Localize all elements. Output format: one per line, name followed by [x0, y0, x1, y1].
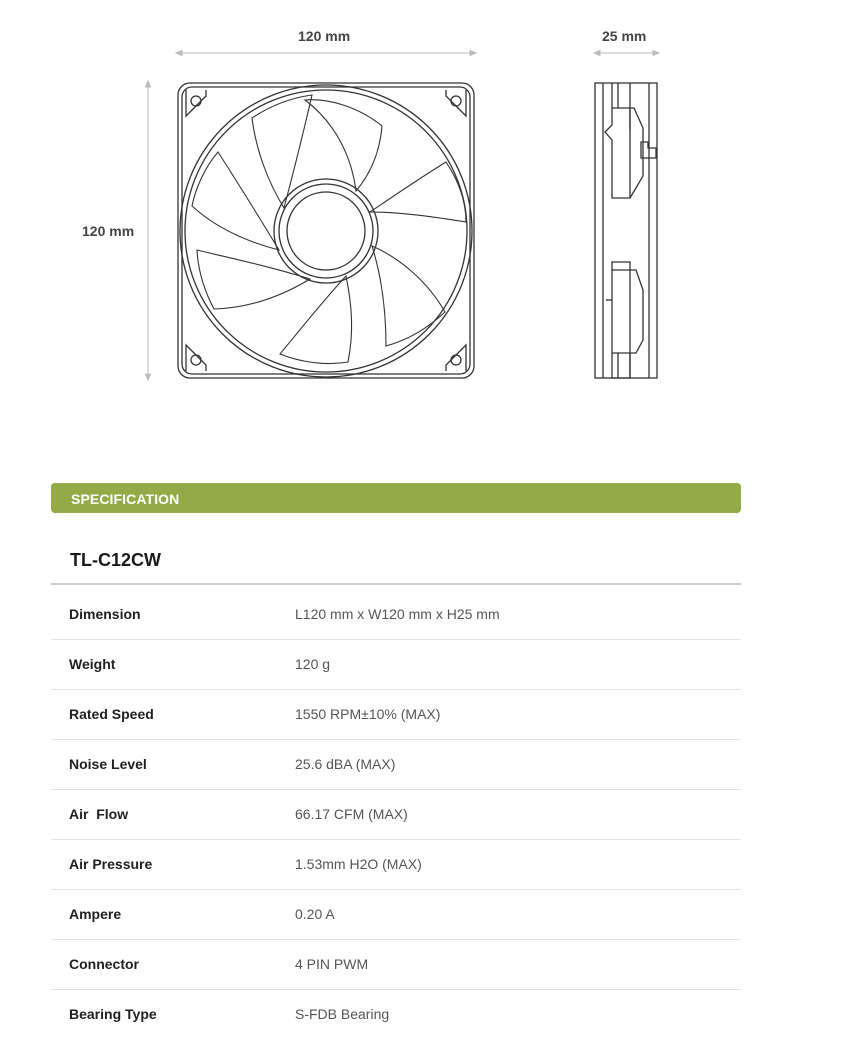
- spec-label: Dimension: [69, 606, 141, 622]
- table-row: [51, 840, 741, 890]
- table-row: [51, 990, 741, 1039]
- model-divider: [51, 583, 741, 585]
- table-row: [51, 640, 741, 690]
- fan-front-view: [178, 83, 474, 378]
- spec-value: 25.6 dBA (MAX): [295, 756, 396, 772]
- table-row: [51, 940, 741, 990]
- specification-table: [51, 590, 741, 1039]
- side-depth-label: 25 mm: [602, 28, 647, 44]
- model-title: TL-C12CW: [70, 550, 161, 570]
- spec-label: Air Flow: [69, 806, 129, 822]
- table-row: [51, 790, 741, 840]
- table-row: [51, 590, 741, 640]
- specification-header: [51, 483, 741, 513]
- front-height-label: 120 mm: [82, 223, 135, 239]
- spec-value: 0.20 A: [295, 906, 335, 922]
- fan-side-view: [595, 83, 657, 378]
- fan-line-drawing: [0, 0, 866, 420]
- fan-dimension-drawing: [0, 0, 866, 420]
- spec-value: S-FDB Bearing: [295, 1006, 390, 1022]
- spec-label: Rated Speed: [69, 706, 154, 722]
- front-width-label: 120 mm: [298, 28, 351, 44]
- spec-value: 120 g: [295, 656, 331, 672]
- spec-label: Noise Level: [69, 756, 147, 772]
- spec-label: Ampere: [69, 906, 122, 922]
- spec-value: 4 PIN PWM: [295, 956, 369, 972]
- table-row: [51, 690, 741, 740]
- spec-value: L120 mm x W120 mm x H25 mm: [295, 606, 500, 622]
- spec-value: 1.53mm H2O (MAX): [295, 856, 422, 872]
- spec-label: Weight: [69, 656, 116, 672]
- spec-value: 1550 RPM±10% (MAX): [295, 706, 441, 722]
- spec-value: 66.17 CFM (MAX): [295, 806, 408, 822]
- spec-label: Bearing Type: [69, 1006, 157, 1022]
- specification-header-label: SPECIFICATION: [71, 491, 180, 507]
- spec-label: Connector: [69, 956, 139, 972]
- table-row: [51, 890, 741, 940]
- dimension-lines: [146, 51, 660, 381]
- spec-label: Air Pressure: [69, 856, 153, 872]
- table-row: [51, 740, 741, 790]
